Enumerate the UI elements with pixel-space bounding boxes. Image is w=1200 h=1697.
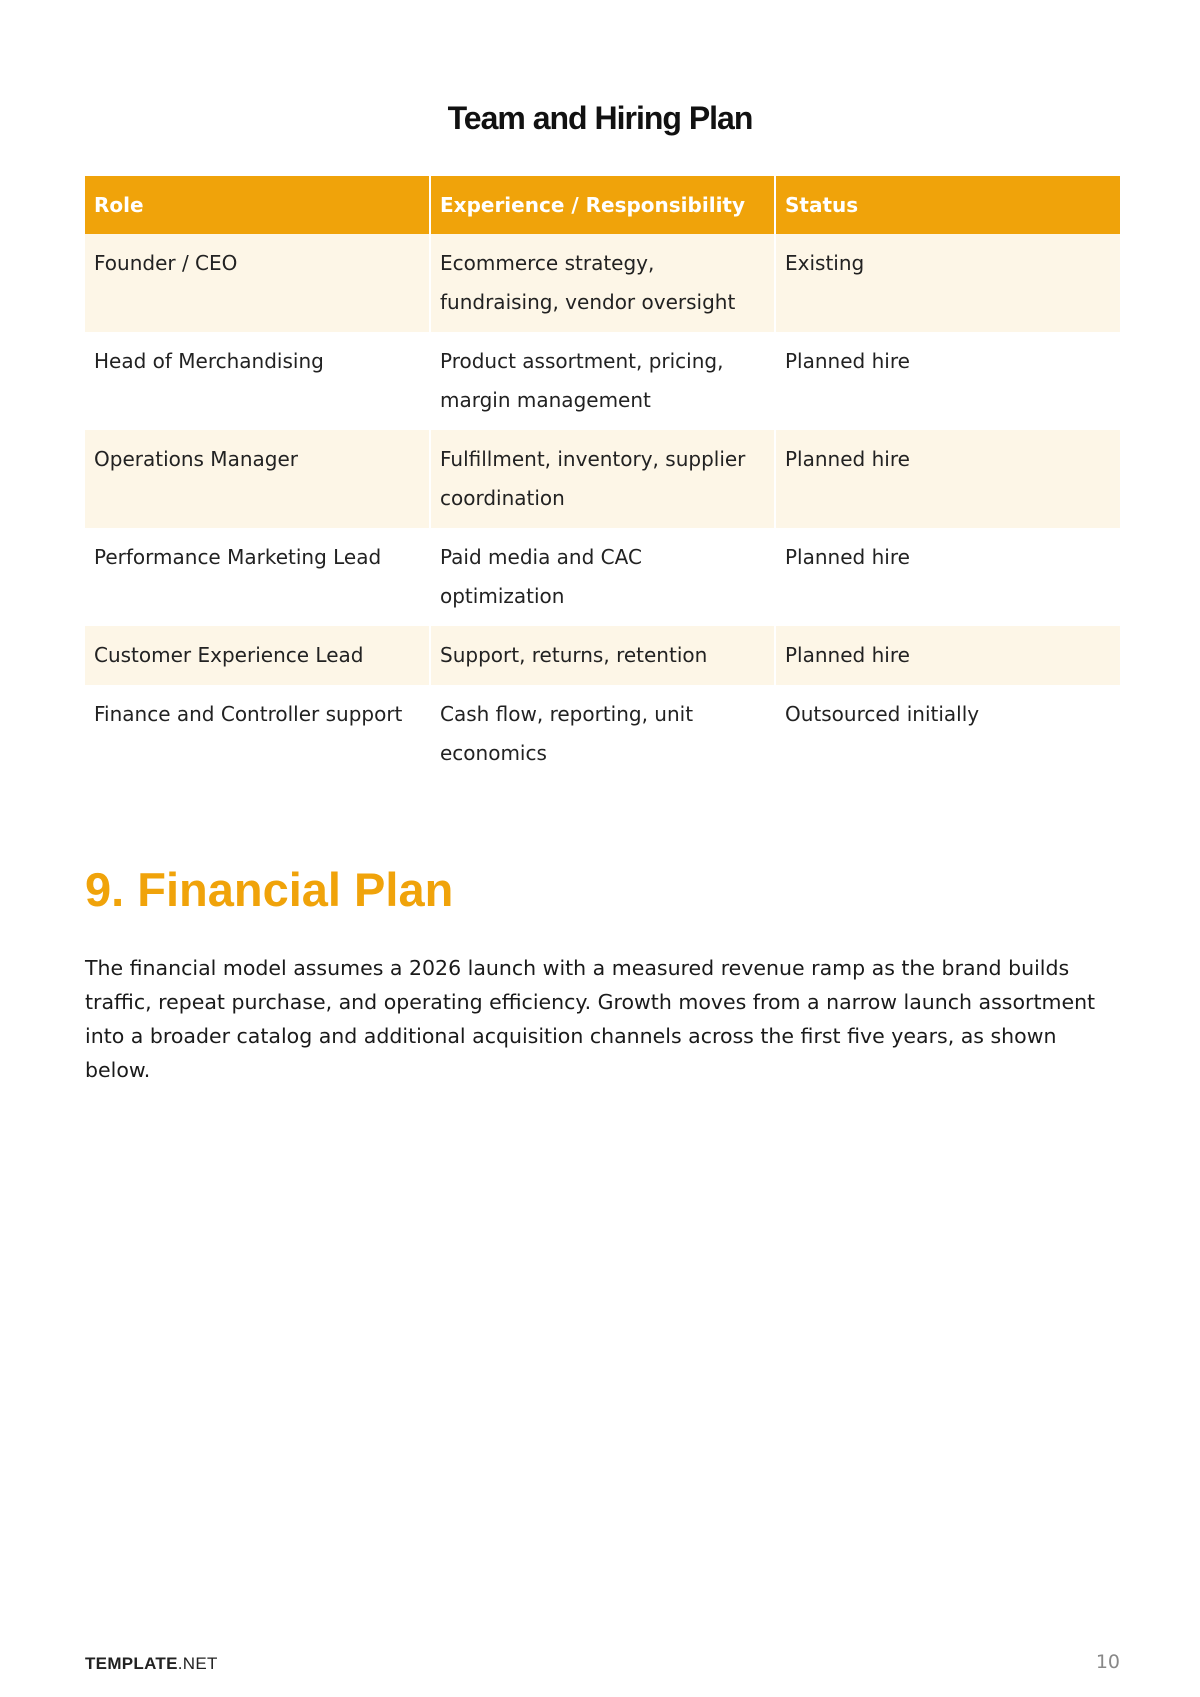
page-number: 10 xyxy=(1095,1651,1120,1673)
role-cell: Customer Experience Lead xyxy=(85,626,430,685)
brand-name-bold: TEMPLATE xyxy=(85,1654,178,1673)
status-cell: Planned hire xyxy=(785,545,910,569)
role-cell: Performance Marketing Lead xyxy=(85,528,430,626)
column-header-responsibility: Experience / Responsibility xyxy=(430,176,775,234)
table-title: Team and Hiring Plan xyxy=(447,100,753,136)
role-cell: Operations Manager xyxy=(85,430,430,528)
brand-name-suffix: .NET xyxy=(177,1654,218,1673)
section-paragraph: The financial model assumes a 2026 launch with a measured revenue ramp as the brand builds traffic, repeat purchase, and operating efficiency. Growth moves from a narrow launch assortment into a broader catalog and additional acquisition channels across the first five years, as shown below. xyxy=(85,956,1096,1082)
responsibility-cell: Product assortment, pricing, margin management xyxy=(430,332,775,430)
status-cell: Outsourced initially xyxy=(785,702,980,726)
status-cell: Planned hire xyxy=(775,430,1120,528)
table-row xyxy=(85,626,1120,685)
table-row xyxy=(85,332,1120,430)
table-header-row xyxy=(85,176,1120,234)
footer-brand-logo xyxy=(85,1654,218,1674)
status-cell: Planned hire xyxy=(775,626,1120,685)
table-row xyxy=(85,430,1120,528)
column-header-role: Role xyxy=(85,176,430,234)
table-row xyxy=(85,234,1120,332)
hiring-plan-table xyxy=(85,176,1120,783)
table-row xyxy=(85,685,1120,783)
responsibility-cell: Paid media and CAC optimization xyxy=(430,528,775,626)
responsibility-cell: Ecommerce strategy, fundraising, vendor oversight xyxy=(430,234,775,332)
status-cell: Existing xyxy=(775,234,1120,332)
role-cell: Founder / CEO xyxy=(85,234,430,332)
responsibility-cell: Cash flow, reporting, unit economics xyxy=(430,685,775,783)
role-cell: Head of Merchandising xyxy=(85,332,430,430)
table-row xyxy=(85,528,1120,626)
column-header-status: Status xyxy=(775,176,1120,234)
status-cell: Planned hire xyxy=(785,349,910,373)
role-cell: Finance and Controller support xyxy=(85,685,430,783)
responsibility-cell: Fulfillment, inventory, supplier coordination xyxy=(430,430,775,528)
responsibility-cell: Support, returns, retention xyxy=(430,626,775,685)
section-heading: 9. Financial Plan xyxy=(85,863,454,916)
